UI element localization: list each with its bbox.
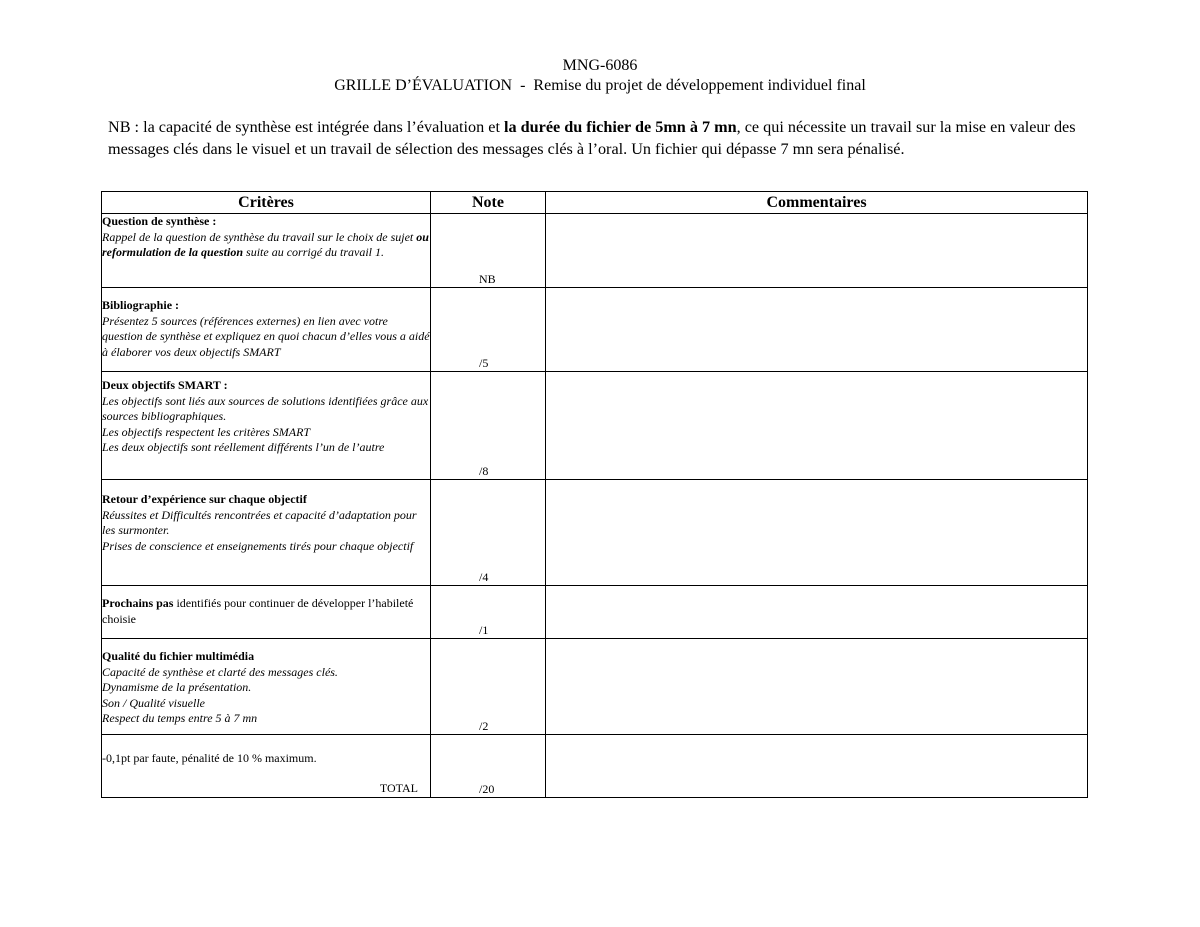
comment-cell[interactable] (546, 288, 1088, 372)
nb-text-start: NB : la capacité de synthèse est intégrée dans l’évaluation et (108, 118, 504, 136)
note-value: /2 (479, 719, 489, 733)
note-value: NB (479, 272, 496, 286)
criterion-description: Présentez 5 sources (références externes) en lien avec votre question de synthèse et expliquez en quoi chacun d’elles vous a aidé à élaborer vos deux objectifs SMART (102, 313, 430, 359)
criterion-cell (102, 586, 431, 639)
table-row-prochains (102, 586, 1088, 639)
penalty-cell (102, 735, 431, 798)
document-title: GRILLE D’ÉVALUATION - Remise du projet de développement individuel final (334, 77, 866, 94)
criterion-line: Les objectifs respectent les critères SMART (102, 424, 311, 439)
note-cell[interactable] (431, 639, 546, 735)
criterion-title: Retour d’expérience sur chaque objectif (102, 492, 307, 506)
header-commentaires: Commentaires (546, 192, 1088, 214)
criterion-title: Prochains pas (102, 596, 174, 610)
note-value: /8 (479, 464, 489, 478)
header-criteres: Critères (102, 192, 431, 214)
comment-cell[interactable] (546, 735, 1088, 798)
header-row (102, 192, 1088, 214)
criterion-title: Bibliographie : (102, 298, 180, 312)
table-row-question (102, 214, 1088, 288)
note-cell[interactable] (431, 372, 546, 480)
criterion-line: Respect du temps entre 5 à 7 mn (102, 711, 258, 726)
criterion-line: Les deux objectifs sont réellement différents l’un de l’autre (102, 440, 385, 455)
note-value: /4 (479, 570, 489, 584)
table-row-retour (102, 480, 1088, 586)
criterion-cell (102, 288, 431, 372)
criterion-cell (102, 372, 431, 480)
criterion-line: Prises de conscience et enseignements tirés pour chaque objectif (102, 538, 414, 553)
criterion-cell (102, 639, 431, 735)
total-value: /20 (479, 782, 495, 796)
course-code: MNG-6086 (562, 57, 638, 74)
total-label: TOTAL (379, 780, 418, 795)
comment-cell[interactable] (546, 639, 1088, 735)
evaluation-grid (101, 191, 1088, 798)
note-value: /1 (479, 623, 489, 637)
criterion-line: Capacité de synthèse et clarté des messages clés. (102, 664, 338, 679)
criterion-line: Dynamisme de la présentation. (102, 680, 252, 695)
table-row-smart (102, 372, 1088, 480)
criterion-cell (102, 214, 431, 288)
criterion-cell (102, 480, 431, 586)
table-row-multimedia (102, 639, 1088, 735)
comment-cell[interactable] (546, 586, 1088, 639)
table-row-total (102, 735, 1088, 798)
note-cell[interactable] (431, 288, 546, 372)
criterion-description: Rappel de la question de synthèse du travail sur le choix de sujet ou reformulation de la question suite au corrigé du travail 1. (102, 229, 429, 260)
note-cell[interactable] (431, 735, 546, 798)
criterion-line: Son / Qualité visuelle (102, 695, 205, 710)
note-cell[interactable] (431, 586, 546, 639)
header-note: Note (431, 192, 546, 214)
criterion-title: Question de synthèse : (102, 214, 217, 228)
comment-cell[interactable] (546, 372, 1088, 480)
comment-cell[interactable] (546, 214, 1088, 288)
table-row-bibliographie (102, 288, 1088, 372)
note-value: /5 (479, 356, 489, 370)
penalty-text: -0,1pt par faute, pénalité de 10 % maximum. (102, 751, 317, 765)
nb-paragraph (108, 117, 1088, 160)
nb-duration-bold: la durée du fichier de 5mn à 7 mn (504, 118, 737, 136)
criterion-line: Les objectifs sont liés aux sources de solutions identifiées grâce aux sources bibliographiques. (102, 393, 429, 424)
nb-text-end: , ce qui nécessite un travail sur la mise en valeur des messages clés dans le visuel et un travail de sélection des messages clés à l’oral. Un fichier qui dépasse 7 mn sera pénalisé. (108, 118, 1076, 158)
criterion-title: Qualité du fichier multimédia (102, 649, 255, 663)
note-cell[interactable] (431, 214, 546, 288)
criterion-title: Deux objectifs SMART : (102, 378, 228, 392)
note-cell[interactable] (431, 480, 546, 586)
criterion-line: Réussites et Difficultés rencontrées et capacité d’adaptation pour les surmonter. (102, 507, 417, 538)
comment-cell[interactable] (546, 480, 1088, 586)
criterion-description: Prochains pas identifiés pour continuer de développer l’habileté choisie (102, 596, 414, 626)
